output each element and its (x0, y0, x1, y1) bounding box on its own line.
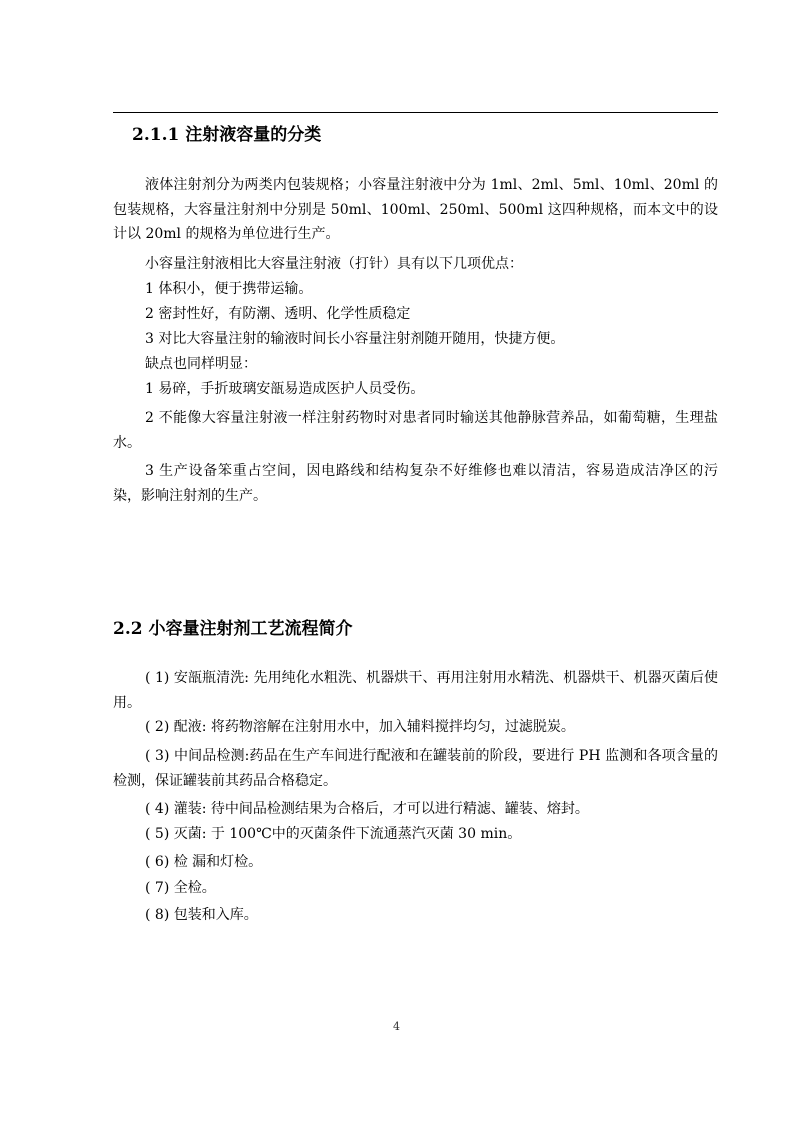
process-step-7: ( 7) 全检。 (145, 880, 216, 896)
process-step-8: ( 8) 包装和入库。 (145, 907, 258, 923)
paragraph-disadvantages-intro: 缺点也同样明显： (145, 356, 257, 372)
list-item-advantage-1: 1 体积小，便于携带运输。 (145, 281, 313, 297)
list-item-disadvantage-3: 3 生产设备笨重占空间，因电路线和结构复杂不好维修也难以清洁，容易造成洁净区的污染，影响注射剂的生产。 (113, 463, 718, 504)
paragraph-specifications: 液体注射剂分为两类内包装规格；小容量注射液中分为 1ml、2ml、5ml、10ml、20ml 的包装规格，大容量注射剂中分别是 50ml、100ml、250ml、500ml 这四种规格，而本文中的设计以 20ml 的规格为单位进行生产。 (113, 177, 718, 242)
list-item-advantage-2: 2 密封性好，有防潮、透明、化学性质稳定 (145, 306, 411, 322)
process-step-1: ( 1) 安瓿瓶清洗: 先用纯化水粗洗、机器烘干、再用注射用水精洗、机器烘干、机器灭菌后使用。 (113, 670, 718, 711)
process-step-3: ( 3) 中间品检测:药品在生产车间进行配液和在罐装前的阶段，要进行 PH 监测和各项含量的检测，保证罐装前其药品合格稳定。 (113, 748, 718, 789)
paragraph-advantages-intro: 小容量注射液相比大容量注射液（打针）具有以下几项优点： (145, 256, 523, 272)
section-heading-2-2: 2.2 小容量注射剂工艺流程简介 (113, 619, 353, 639)
section-heading-2-1-1: 2.1.1 注射液容量的分类 (132, 125, 322, 145)
list-item-disadvantage-2: 2 不能像大容量注射液一样注射药物时对患者同时输送其他静脉营养品，如葡萄糖，生理盐水。 (113, 410, 718, 451)
process-step-4: ( 4) 灌装: 待中间品检测结果为合格后，才可以进行精滤、罐装、熔封。 (145, 801, 589, 817)
page-number: 4 (393, 1020, 400, 1033)
process-step-6: ( 6) 检 漏和灯检。 (145, 854, 263, 870)
process-step-2: ( 2) 配液: 将药物溶解在注射用水中，加入辅料搅拌均匀，过滤脱炭。 (145, 719, 575, 735)
header-rule (113, 112, 718, 113)
process-step-5: ( 5) 灭菌: 于 100℃中的灭菌条件下流通蒸汽灭菌 30 min。 (145, 826, 522, 842)
list-item-advantage-3: 3 对比大容量注射的输液时间长小容量注射剂随开随用，快捷方便。 (145, 331, 565, 347)
list-item-disadvantage-1: 1 易碎，手折玻璃安瓿易造成医护人员受伤。 (145, 381, 425, 397)
